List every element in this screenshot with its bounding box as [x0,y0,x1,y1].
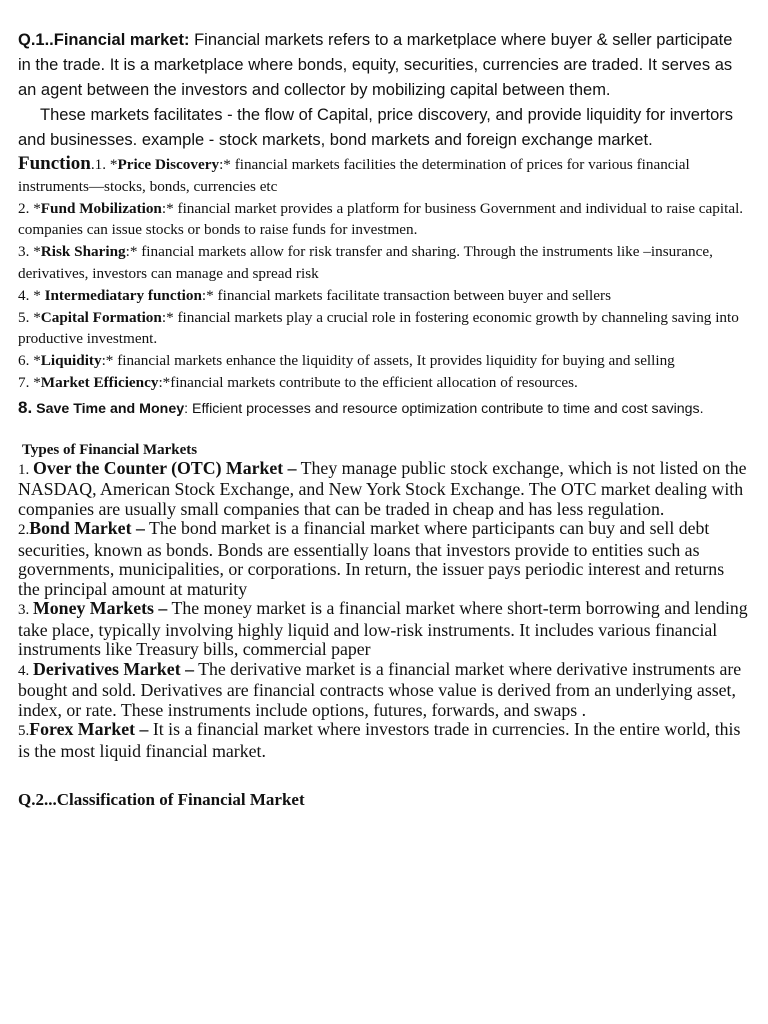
function-title: Intermediatary function [44,286,202,304]
function-item-8: 8. Save Time and Money: Efficient processes and resource optimization contribute to time and cost savings. [18,397,704,417]
types-item-title: Bond Market – [29,518,145,539]
types-item-title: Money Markets – [33,598,168,619]
types-item-2: 2.Bond Market – The bond market is a financial market where participants can buy and sell debt securities, known as bonds. Bonds are essentially loans that investors provide to entities such as governments, municipalities, or corporations. In return, the issuer pays periodic interest and returns the principal amount at maturity [18,518,725,599]
document-page [18,28,748,828]
types-item-1: 1. Over the Counter (OTC) Market – They manage public stock exchange, which is not listed on the NASDAQ, American Stock Exchange, and New York Stock Exchange. The OTC market dealing with companies are usually small companies that can be traded in cheap and has less regulation. [18,457,747,519]
function-item-7: 7. *Market Efficiency:*financial markets contribute to the efficient allocation of resources. [18,373,578,391]
function-title: Liquidity [40,352,102,370]
function-title: Risk Sharing [40,243,126,261]
types-item-5: 5.Forex Market – It is a financial market where investors trade in currencies. In the entire world, this is the most liquid financial market. [18,719,741,761]
function-item-5: 5. *Capital Formation:* financial markets play a crucial role in fostering economic growth by channeling saving into productive investment. [18,308,739,348]
q1-label: Q.1..Financial market: [18,31,190,49]
q1-paragraph-2: These markets facilitates - the flow of Capital, price discovery, and provide liquidity for invertors and businesses. example - stock markets, bond markets and foreign exchange market. [18,106,733,149]
q2-heading: Q.2...Classification of Financial Market [18,790,305,810]
q1-paragraph [18,28,748,103]
types-item-3: 3. Money Markets – The money market is a financial market where short-term borrowing and lending take place, typically involving highly liquid and low-risk instruments. It includes various financial instruments like Treasury bills, commercial paper [18,598,748,660]
function-item-2: 2. *Fund Mobilization:* financial market provides a platform for business Government and individual to raise capital. companies can issue stocks or bonds to raise funds for investmen. [18,199,744,239]
function-title: Fund Mobilization [40,199,162,217]
function-item-4: 4. * Intermediatary function:* financial markets facilitate transaction between buyer and sellers [18,286,611,304]
function-item-3: 3. *Risk Sharing:* financial markets allow for risk transfer and sharing. Through the instruments like –insurance, derivatives, investors can manage and spread risk [18,243,713,282]
function-title: Capital Formation [40,308,162,326]
function-title: Market Efficiency [40,373,159,391]
types-heading: Types of Financial Markets [22,441,198,458]
types-item-title: Forex Market – [29,719,149,740]
q1-text: Financial markets refers to a marketplace where buyer & seller participate in the trade. It is a marketplace where bonds, equity, securities, currencies are traded. It serves as an agent between the investors and collector by mobilizing capital between them. [18,31,733,99]
functions-heading: Function [18,153,91,174]
function-item-1: Function.1. *Price Discovery:* financial markets facilities the determination of prices for various financial instruments—stocks, bonds, currencies etc [18,153,690,195]
function-title: Save Time and Money [32,400,185,417]
types-item-title: Over the Counter (OTC) Market – [33,457,297,478]
function-title: Price Discovery [117,156,220,173]
function-item-6: 6. *Liquidity:* financial markets enhance the liquidity of assets, It provides liquidity for buying and selling [18,352,675,370]
functions-section [18,153,748,421]
types-item-title: Derivatives Market – [33,658,194,679]
types-item-4: 4. Derivatives Market – The derivative market is a financial market where derivative instruments are bought and sold. Derivatives are financial contracts whose value is derived from an underlying asset, index, or rate. These instruments include options, futures, forwards, and swaps . [18,658,742,720]
types-section [18,441,748,762]
